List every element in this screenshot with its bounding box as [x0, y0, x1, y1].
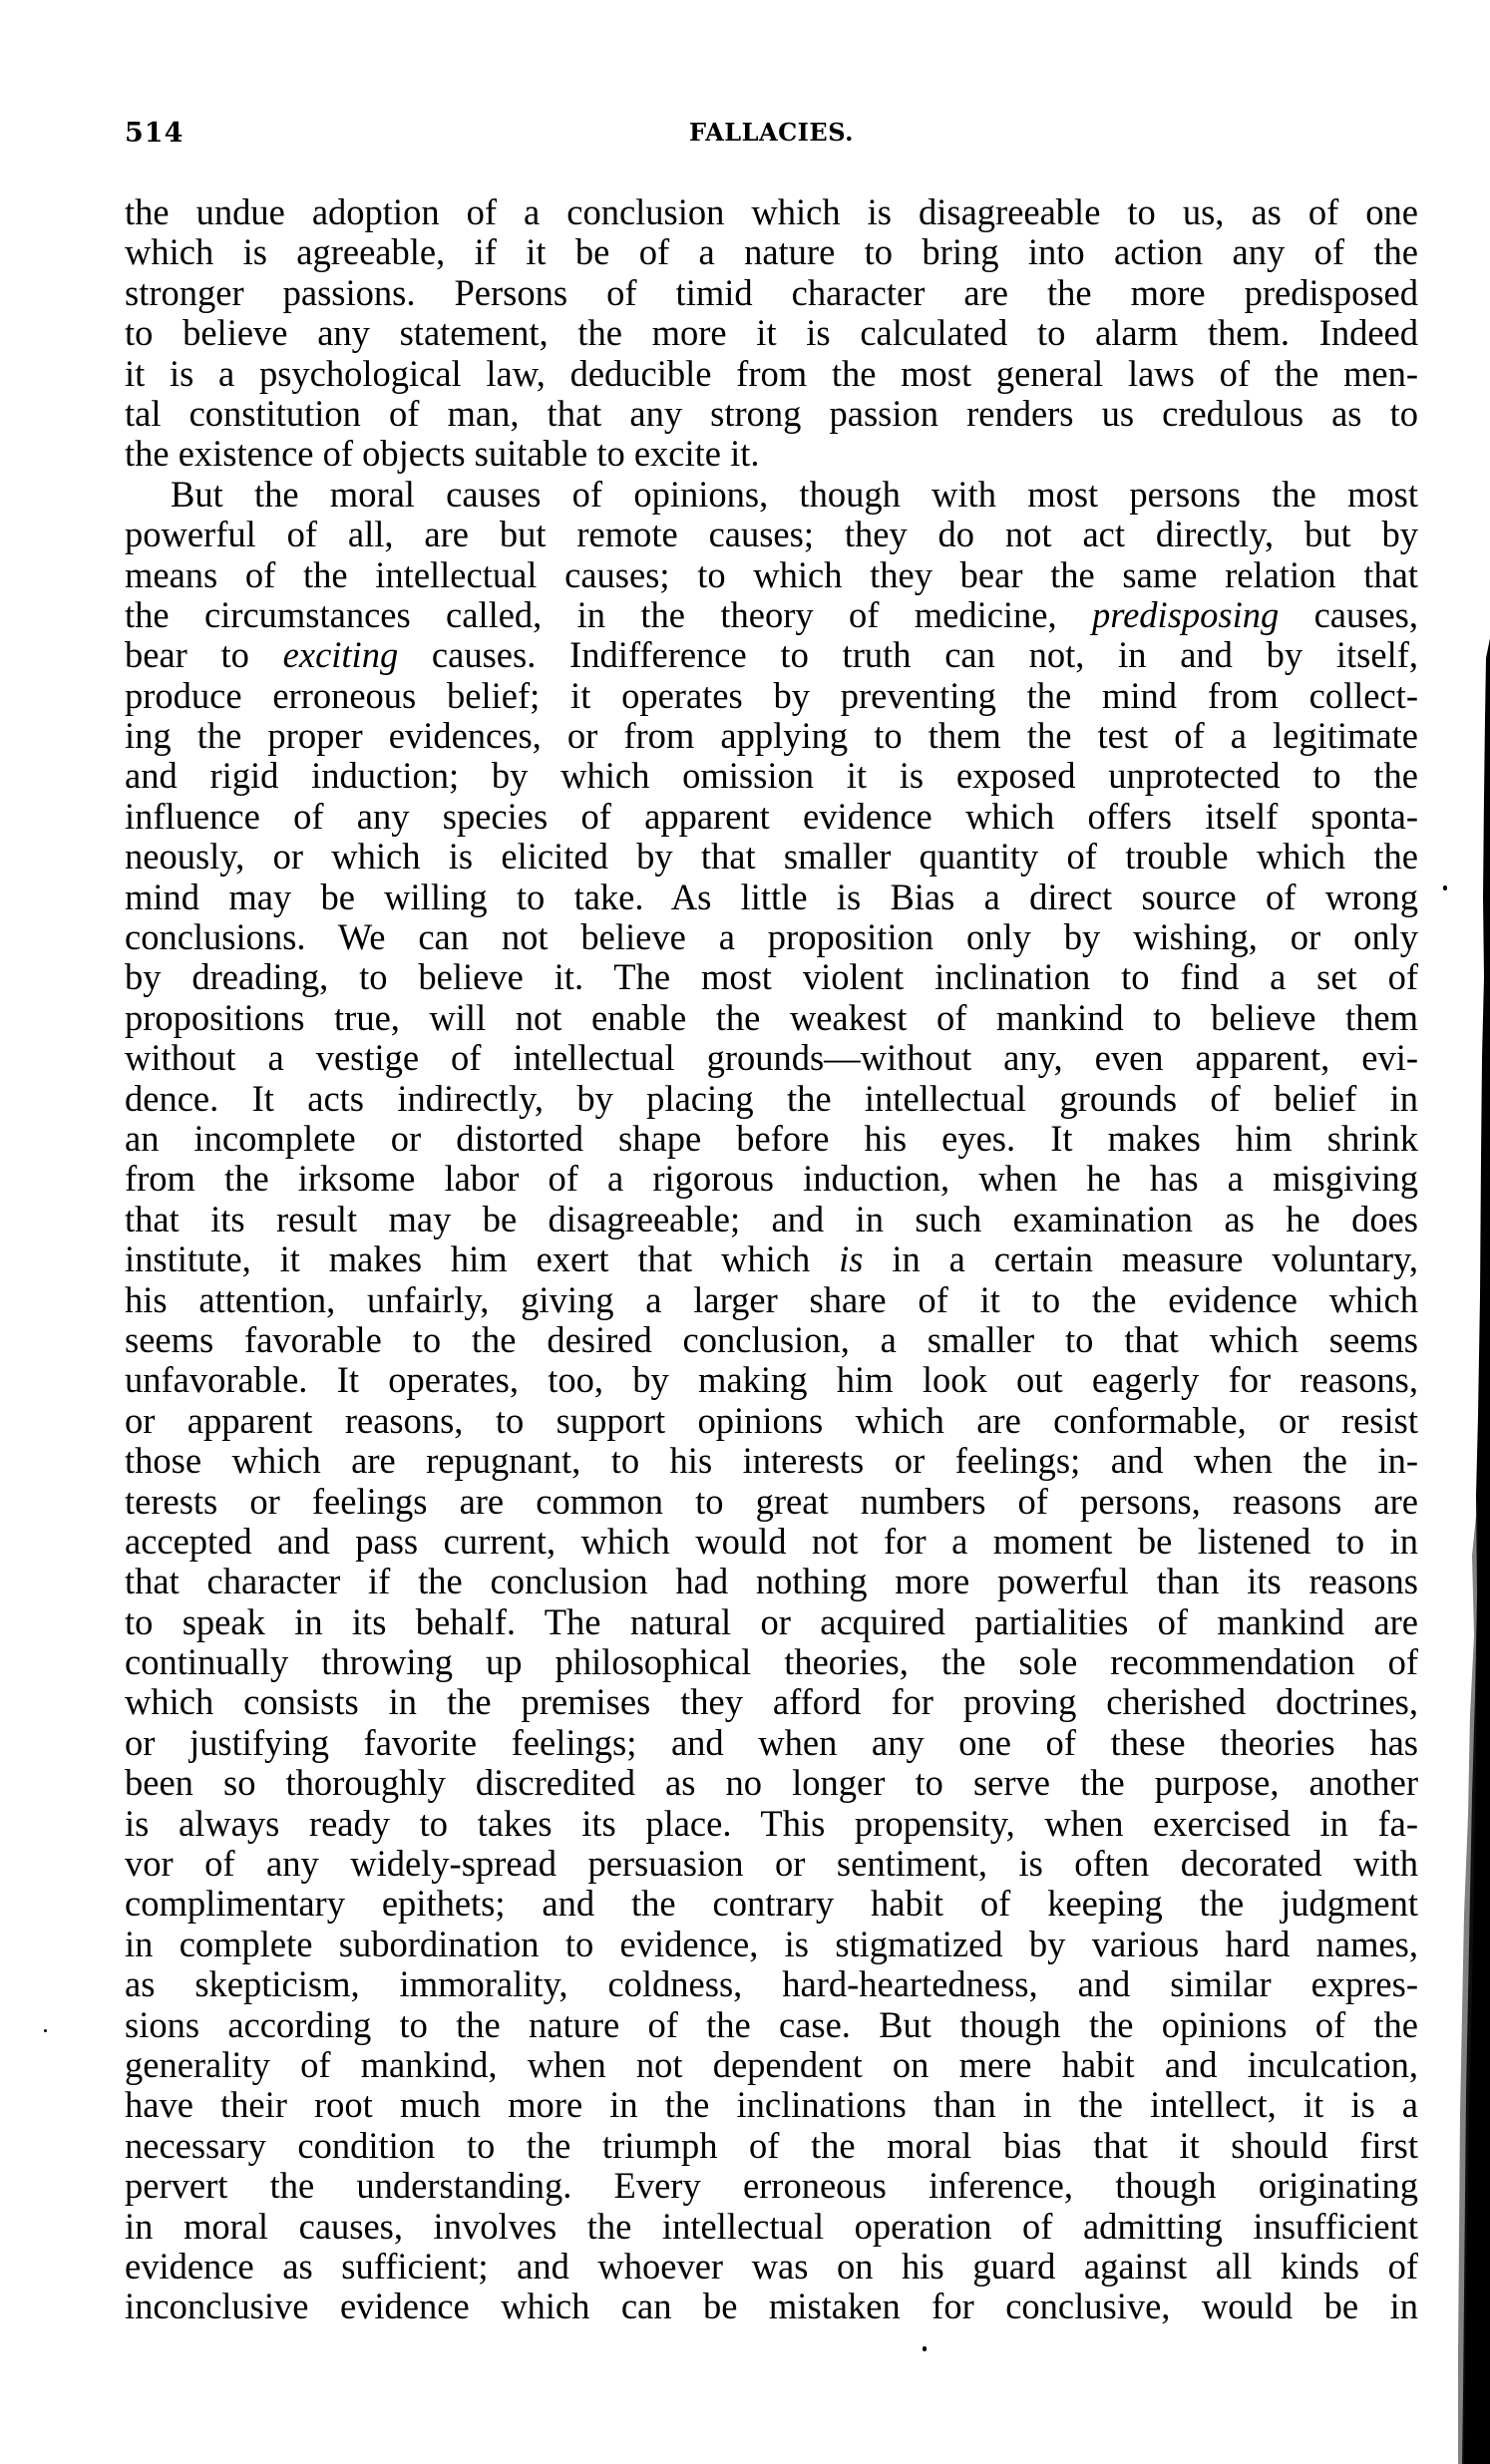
text-line: in moral causes, involves the intellectual operation of admitting insufficient: [125, 2205, 1418, 2247]
text-line: continually throwing up philosophical theories, the sole recommendation of: [125, 1641, 1418, 1683]
text-line: been so thoroughly discredited as no longer to serve the purpose, another: [125, 1762, 1418, 1804]
text-line: ing the proper evidences, or from applying to them the test of a legitimate: [125, 715, 1418, 757]
text-line: as skepticism, immorality, coldness, hard-heartedness, and similar expres-: [125, 1963, 1418, 2005]
text-line: which is agreeable, if it be of a nature to bring into action any of the: [125, 231, 1418, 273]
text-line: produce erroneous belief; it operates by preventing the mind from collect-: [125, 674, 1418, 716]
text-line: unfavorable. It operates, too, by making him look out eagerly for reasons,: [125, 1359, 1418, 1401]
text-line: inconclusive evidence which can be mistaken for conclusive, would be in: [125, 2286, 1418, 2327]
text-line: evidence as sufficient; and whoever was on his guard against all kinds of: [125, 2245, 1418, 2287]
text-line: sions according to the nature of the case. But though the opinions of the: [125, 2003, 1418, 2045]
text-line: an incomplete or distorted shape before his eyes. It makes him shrink: [125, 1117, 1418, 1159]
text-line: tal constitution of man, that any strong passion renders us credulous as to: [125, 392, 1418, 434]
stray-mark: [44, 2029, 47, 2032]
running-head: [125, 118, 1418, 158]
text-line: But the moral causes of opinions, though with most persons the most: [171, 473, 1418, 515]
text-line: conclusions. We can not believe a proposition only by wishing, or only: [125, 916, 1418, 958]
text-line: which consists in the premises they afford for proving cherished doctrines,: [125, 1681, 1418, 1723]
text-line: those which are repugnant, to his interests or feelings; and when the in-: [125, 1440, 1418, 1482]
text-line: to speak in its behalf. The natural or acquired partialities of mankind are: [125, 1600, 1418, 1642]
italic-term: is: [839, 1238, 864, 1280]
text-line: necessary condition to the triumph of the moral bias that it should first: [125, 2124, 1418, 2166]
chapter-title: FALLACIES.: [688, 118, 855, 147]
text-line: it is a psychological law, deducible from the most general laws of the men-: [125, 352, 1418, 394]
text-line: his attention, unfairly, giving a larger share of it to the evidence which: [125, 1278, 1418, 1320]
text-line: that its result may be disagreeable; and in such examination as he does: [125, 1198, 1418, 1239]
text-line: dence. It acts indirectly, by placing the intellectual grounds of belief in: [125, 1077, 1418, 1119]
text-line: pervert the understanding. Every erroneous inference, though originating: [125, 2165, 1418, 2207]
text-line: complimentary epithets; and the contrary habit of keeping the judgment: [125, 1883, 1418, 1925]
stray-mark: [1443, 885, 1447, 890]
text-line: influence of any species of apparent evidence which offers itself sponta-: [125, 795, 1418, 837]
italic-term: predisposing: [1092, 593, 1280, 635]
text-line: accepted and pass current, which would not for a moment be listened to in: [125, 1520, 1418, 1562]
text-line: to believe any statement, the more it is calculated to alarm them. Indeed: [125, 312, 1418, 354]
text-line: stronger passions. Persons of timid character are the more predisposed: [125, 271, 1418, 313]
body-text: [125, 192, 1418, 2327]
text-line: without a vestige of intellectual grounds—without any, even apparent, evi-: [125, 1037, 1418, 1079]
text-line: neously, or which is elicited by that smaller quantity of trouble which the: [125, 836, 1418, 878]
text-line: propositions true, will not enable the weakest of mankind to believe them: [125, 996, 1418, 1038]
text-line: generality of mankind, when not dependent on mere habit and inculcation,: [125, 2043, 1418, 2085]
text-line: that character if the conclusion had nothing more powerful than its reasons: [125, 1561, 1418, 1602]
text-line: vor of any widely-spread persuasion or sentiment, is often decorated with: [125, 1843, 1418, 1885]
text-line: institute, it makes him exert that which is in a certain measure voluntary,: [125, 1238, 1418, 1280]
text-line: in complete subordination to evidence, is stigmatized by various hard names,: [125, 1923, 1418, 1964]
text-line: seems favorable to the desired conclusion, a smaller to that which seems: [125, 1318, 1418, 1360]
text-line: bear to exciting causes. Indifference to truth can not, in and by itself,: [125, 634, 1419, 676]
text-line: the existence of objects suitable to excite it.: [125, 433, 760, 475]
text-line: have their root much more in the inclinations than in the intellect, it is a: [125, 2084, 1418, 2126]
text-line: powerful of all, are but remote causes; they do not act directly, but by: [125, 514, 1418, 555]
text-line: is always ready to takes its place. This propensity, when exercised in fa-: [125, 1802, 1418, 1844]
text-line: means of the intellectual causes; to which they bear the same relation that: [125, 553, 1418, 595]
text-line: the circumstances called, in the theory of medicine, predisposing causes,: [125, 593, 1418, 635]
text-line: from the irksome labor of a rigorous induction, when he has a misgiving: [125, 1158, 1418, 1200]
text-line: or apparent reasons, to support opinions which are conformable, or resist: [125, 1399, 1418, 1441]
text-line: and rigid induction; by which omission it is exposed unprotected to the: [125, 755, 1418, 797]
text-line: the undue adoption of a conclusion which is disagreeable to us, as of one: [125, 191, 1418, 232]
stray-mark: [923, 2346, 927, 2351]
text-line: mind may be willing to take. As little is Bias a direct source of wrong: [125, 876, 1418, 917]
page-number: 514: [125, 118, 185, 149]
text-line: terests or feelings are common to great numbers of persons, reasons are: [125, 1480, 1418, 1522]
italic-term: exciting: [282, 634, 399, 676]
text-line: or justifying favorite feelings; and when any one of these theories has: [125, 1721, 1418, 1763]
text-line: by dreading, to believe it. The most violent inclination to find a set of: [125, 956, 1418, 998]
page-binding-edge: [1450, 0, 1490, 2464]
